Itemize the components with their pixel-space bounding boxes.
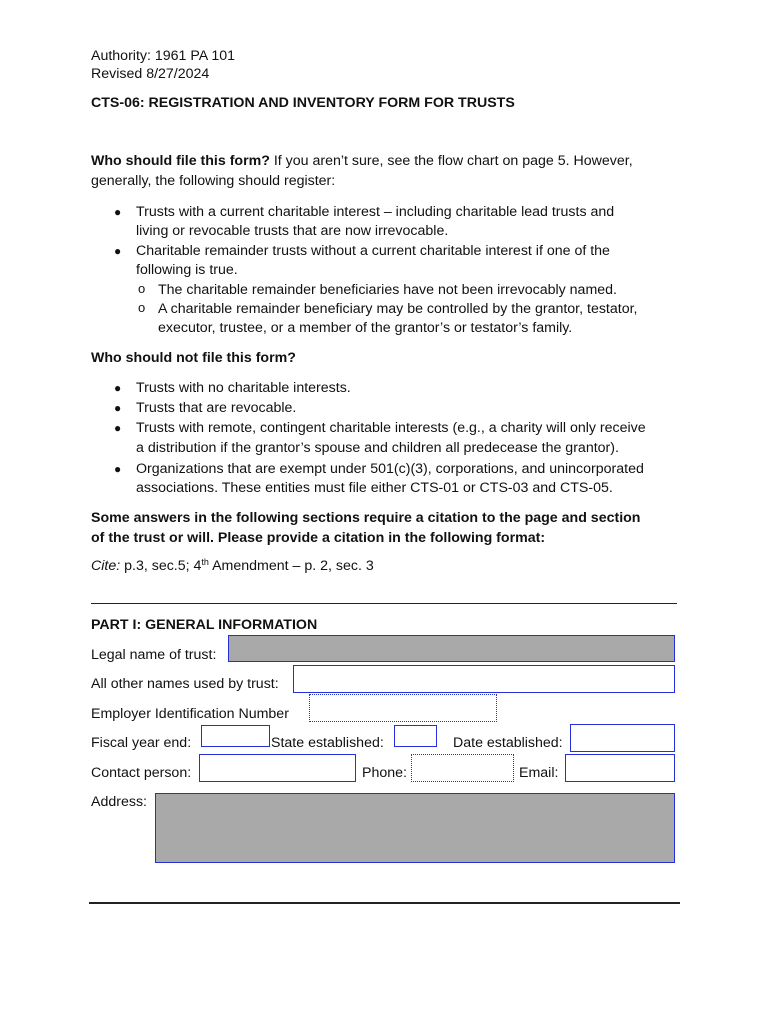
date-established-label: Date established: (453, 735, 563, 751)
list-item: Charitable remainder trusts without a current charitable interest if one of the (136, 243, 610, 259)
cite-example: Cite: p.3, sec.5; 4th Amendment – p. 2, sec. 3 (91, 557, 374, 574)
address-field[interactable] (155, 793, 675, 863)
who-should-file-intro-line2: generally, the following should register: (91, 173, 336, 189)
citation-note: Some answers in the following sections require a citation to the page and section (91, 510, 641, 526)
bullet-icon: ● (114, 401, 122, 415)
state-label: State established: (271, 735, 384, 751)
list-item-continued: associations. These entities must file either CTS-01 or CTS-03 and CTS-05. (136, 480, 613, 496)
ein-label: Employer Identification Number (91, 706, 289, 722)
bullet-icon: ● (114, 381, 122, 395)
list-item-continued: living or revocable trusts that are now irrevocable. (136, 223, 449, 239)
fiscal-year-label: Fiscal year end: (91, 735, 192, 751)
legal-name-field[interactable] (228, 635, 675, 662)
list-item-continued: a distribution if the grantor’s spouse and children all predecease the grantor). (136, 440, 619, 456)
address-label: Address: (91, 794, 147, 810)
who-should-file-intro (91, 152, 633, 172)
sub-bullet-icon: o (138, 300, 146, 315)
sub-list-item: A charitable remainder beneficiary may be controlled by the grantor, testator, (158, 301, 638, 317)
authority-text: Authority: 1961 PA 101 (91, 48, 236, 64)
date-established-field[interactable] (570, 724, 675, 752)
cite-label: Cite: (91, 558, 121, 574)
section-divider (91, 603, 677, 604)
bullet-icon: ● (114, 205, 122, 219)
sub-list-item: The charitable remainder beneficiaries have not been irrevocably named. (158, 282, 617, 298)
bullet-icon: ● (114, 421, 122, 435)
list-item-continued: following is true. (136, 262, 238, 278)
email-label: Email: (519, 765, 559, 781)
bullet-icon: ● (114, 244, 122, 258)
phone-label: Phone: (362, 765, 407, 781)
email-field[interactable] (565, 754, 675, 782)
bullet-icon: ● (114, 462, 122, 476)
who-should-file-intro-text: If you aren’t sure, see the flow chart on page 5. However, (269, 153, 633, 169)
list-item: Organizations that are exempt under 501(c)(3), corporations, and unincorporated (136, 461, 644, 477)
state-field[interactable] (394, 725, 437, 747)
section-divider-bottom (89, 902, 680, 904)
phone-field[interactable] (411, 754, 514, 782)
sub-bullet-icon: o (138, 281, 146, 296)
list-item: Trusts with no charitable interests. (136, 380, 351, 396)
list-item: Trusts that are revocable. (136, 400, 297, 416)
other-names-label: All other names used by trust: (91, 676, 279, 692)
list-item: Trusts with a current charitable interest – including charitable lead trusts and (136, 204, 615, 220)
part1-title: PART I: GENERAL INFORMATION (91, 617, 318, 633)
who-should-file-question: Who should file this form? (91, 153, 270, 169)
contact-person-field[interactable] (199, 754, 356, 782)
legal-name-label: Legal name of trust: (91, 647, 217, 663)
list-item: Trusts with remote, contingent charitable interests (e.g., a charity will only receive (136, 420, 646, 436)
contact-person-label: Contact person: (91, 765, 192, 781)
sub-list-item-continued: executor, trustee, or a member of the grantor’s or testator’s family. (158, 320, 573, 336)
revised-date: Revised 8/27/2024 (91, 66, 210, 82)
fiscal-year-field[interactable] (201, 725, 270, 747)
who-should-not-file-question: Who should not file this form? (91, 350, 296, 366)
form-title: CTS-06: REGISTRATION AND INVENTORY FORM FOR TRUSTS (91, 95, 515, 111)
ein-field[interactable] (309, 694, 497, 722)
citation-note-line2: of the trust or will. Please provide a citation in the following format: (91, 530, 546, 546)
other-names-field[interactable] (293, 665, 675, 693)
